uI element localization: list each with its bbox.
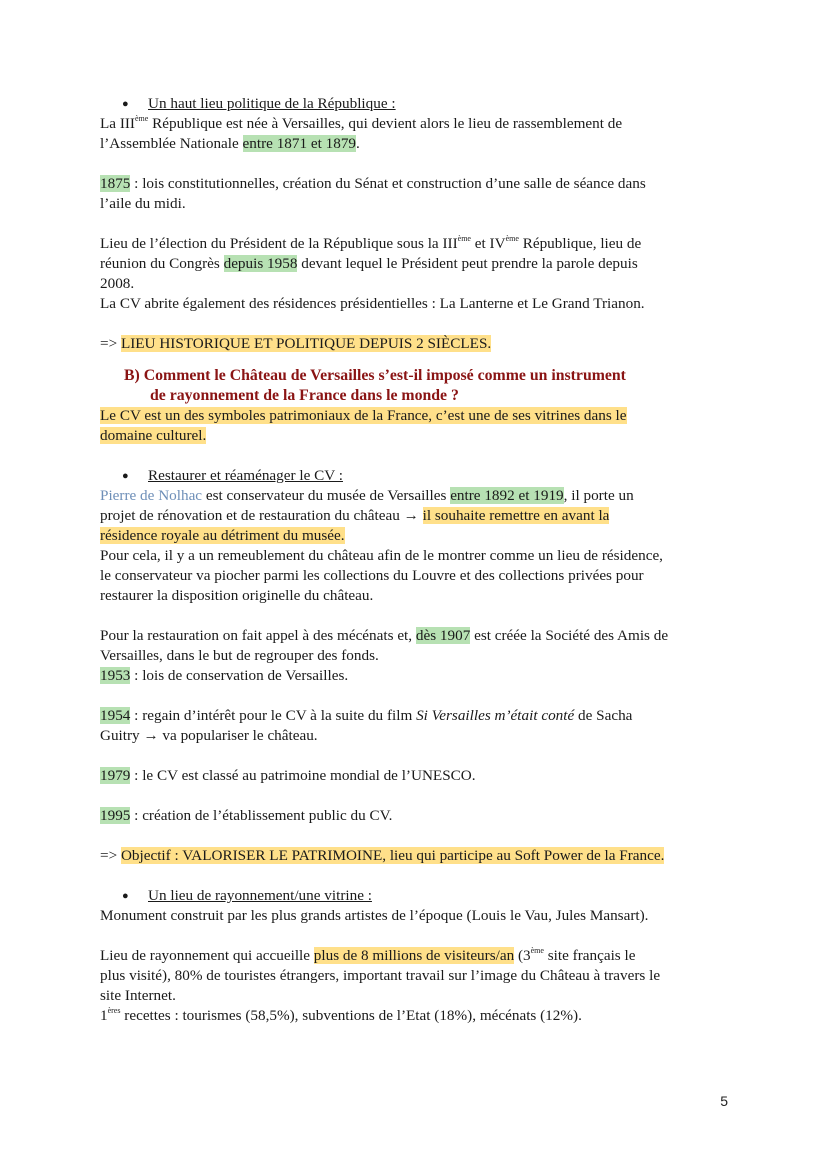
document-page bbox=[100, 94, 740, 1026]
visitors-highlight: plus de 8 millions de visiteurs/an bbox=[313, 947, 515, 964]
conclusion: => LIEU HISTORIQUE ET POLITIQUE DEPUIS 2 SIÈCLES. bbox=[100, 335, 492, 352]
paragraph: 1995 : création de l’établissement public du CV. bbox=[100, 807, 393, 824]
conclusion-highlight: Objectif : VALORISER LE PATRIMOINE, lieu qui participe au Soft Power de la France. bbox=[120, 847, 665, 864]
page-number: 5 bbox=[720, 1093, 728, 1109]
date-highlight: 1875 bbox=[100, 175, 131, 192]
paragraph: La IIIème République est née à Versailles, qui devient alors le lieu de rassemblement de l’Assemblée Nationale entre 1871 et 1879. bbox=[100, 114, 623, 152]
paragraph: Monument construit par les plus grands artistes de l’époque (Louis le Vau, Jules Mansart). bbox=[100, 907, 649, 924]
paragraph: 1875 : lois constitutionnelles, création du Sénat et construction d’une salle de séance dans l’aile du midi. bbox=[100, 175, 646, 212]
bullet-label: Un haut lieu politique de la République : bbox=[148, 95, 396, 112]
date-highlight: 1954 bbox=[100, 707, 131, 724]
paragraph: Pierre de Nolhac est conservateur du musée de Versailles entre 1892 et 1919, il porte un projet de rénovation et de restauration du château → il souhaite remettre en avant la résidence royale au détriment du musée. bbox=[100, 487, 634, 544]
paragraph: 1ères recettes : tourismes (58,5%), subventions de l’Etat (18%), mécénats (12%). bbox=[100, 1006, 582, 1024]
paragraph: Lieu de rayonnement qui accueille plus de 8 millions de visiteurs/an (3ème site français le plus visité), 80% de touristes étrangers, important travail sur l’image du Château à travers le site Internet. bbox=[100, 946, 661, 1004]
bullet-label: Restaurer et réaménager le CV : bbox=[148, 467, 343, 484]
conclusion-highlight: LIEU HISTORIQUE ET POLITIQUE DEPUIS 2 SIÈCLES. bbox=[120, 335, 492, 352]
section-heading: B) Comment le Château de Versailles s’est-il imposé comme un instrument de rayonnement de la France dans le monde ? bbox=[124, 367, 626, 404]
bullet-restaurer bbox=[100, 466, 740, 486]
film-title: Si Versailles m’était conté bbox=[416, 707, 575, 724]
bullet-dot-icon: ● bbox=[122, 470, 129, 482]
paragraph: La CV abrite également des résidences présidentielles : La Lanterne et Le Grand Trianon. bbox=[100, 295, 645, 312]
paragraph: Pour cela, il y a un remeublement du château afin de le montrer comme un lieu de résidence, le conservateur va piocher parmi les collections du Louvre et des collections privées pour restaurer la disposition originelle du château. bbox=[100, 547, 663, 604]
bullet-politique bbox=[100, 94, 740, 114]
bullet-dot-icon: ● bbox=[122, 890, 129, 902]
intro-paragraph: Le CV est un des symboles patrimoniaux de la France, c’est une de ses vitrines dans le domaine culturel. bbox=[100, 407, 627, 444]
date-highlight: 1953 bbox=[100, 667, 131, 684]
paragraph: Lieu de l’élection du Président de la République sous la IIIème et IVème République, lieu de réunion du Congrès depuis 1958 devant lequel le Président peut prendre la parole depuis 2008. bbox=[100, 234, 642, 292]
bullet-label: Un lieu de rayonnement/une vitrine : bbox=[148, 887, 372, 904]
date-highlight: depuis 1958 bbox=[223, 255, 298, 272]
paragraph: 1953 : lois de conservation de Versailles. bbox=[100, 667, 349, 684]
date-highlight: 1979 bbox=[100, 767, 131, 784]
date-highlight: entre 1892 et 1919 bbox=[450, 487, 564, 504]
paragraph: Pour la restauration on fait appel à des mécénats et, dès 1907 est créée la Société des Amis de Versailles, dans le but de regrouper des fonds. bbox=[100, 627, 669, 664]
date-highlight: dès 1907 bbox=[415, 627, 471, 644]
bullet-dot-icon: ● bbox=[122, 98, 129, 110]
bullet-rayonnement bbox=[100, 886, 740, 906]
date-highlight: entre 1871 et 1879 bbox=[242, 135, 357, 152]
conclusion: => Objectif : VALORISER LE PATRIMOINE, lieu qui participe au Soft Power de la France. bbox=[100, 847, 665, 864]
paragraph: 1979 : le CV est classé au patrimoine mondial de l’UNESCO. bbox=[100, 767, 476, 784]
date-highlight: 1995 bbox=[100, 807, 131, 824]
paragraph: 1954 : regain d’intérêt pour le CV à la suite du film Si Versailles m’était conté de Sacha Guitry → va populariser le château. bbox=[100, 707, 633, 744]
person-name: Pierre de Nolhac bbox=[100, 487, 203, 504]
